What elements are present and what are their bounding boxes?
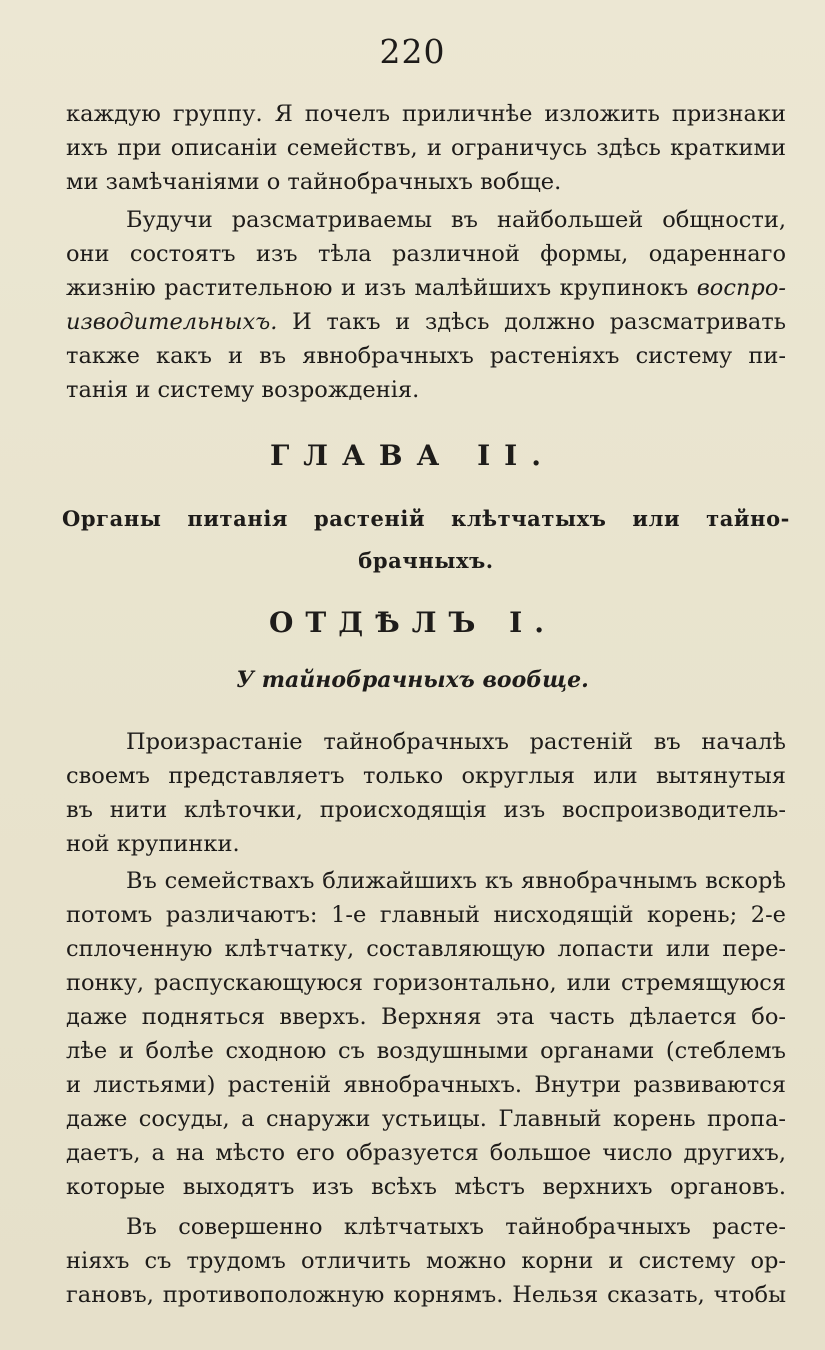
text-line: они состоятъ изъ тѣла различной формы, одареннаго (66, 241, 786, 267)
section-title: ОТДѢЛЪ I. (269, 606, 556, 639)
text-fragment: И такъ и здѣсь должно разсматривать (292, 309, 787, 335)
italic-text: изводительныхъ. (66, 309, 278, 335)
text-line: ной крупинки. (66, 831, 240, 857)
text-line: Произрастаніе тайнобрачныхъ растеній въ началѣ (126, 729, 786, 755)
text-line: своемъ представляетъ только округлыя или вытянутыя (66, 763, 786, 789)
text-line: лѣе и болѣе сходною съ воздушными органами (стеблемъ (66, 1038, 786, 1064)
chapter-subtitle: брачныхъ. (358, 548, 494, 573)
text-line: которые выходятъ изъ всѣхъ мѣстъ верхнихъ органовъ. (66, 1174, 786, 1200)
text-line: гановъ, противоположную корнямъ. Нельзя сказать, чтобы (66, 1282, 786, 1308)
chapter-title: ГЛАВА II. (269, 439, 556, 472)
text-line: и листьями) растеній явнобрачныхъ. Внутри развиваются (66, 1072, 786, 1098)
text-line: ніяхъ съ трудомъ отличить можно корни и систему ор- (66, 1248, 786, 1274)
text-line: Будучи разсматриваемы въ найбольшей общности, (126, 207, 786, 233)
text-line (66, 271, 786, 305)
text-line: танія и систему возрожденія. (66, 377, 420, 403)
text-line: сплоченную клѣтчатку, составляющую лопасти или пере- (66, 936, 786, 962)
page-number: 220 (379, 32, 446, 71)
text-line: понку, распускающуюся горизонтально, или стремящуюся (66, 970, 786, 996)
text-line: въ нити клѣточки, происходящія изъ воспроизводитель- (66, 797, 786, 823)
text-line: даже сосуды, а снаружи устьицы. Главный корень пропа- (66, 1106, 786, 1132)
text-line: потомъ различаютъ: 1-е главный нисходящій корень; 2-е (66, 902, 786, 928)
text-line: даетъ, а на мѣсто его образуется большое число другихъ, (66, 1140, 786, 1166)
text-line: каждую группу. Я почелъ приличнѣе изложить признаки (66, 101, 786, 127)
text-line: Въ семействахъ ближайшихъ къ явнобрачнымъ вскорѣ (126, 868, 786, 894)
text-line (66, 305, 786, 339)
text-line: также какъ и въ явнобрачныхъ растеніяхъ систему пи- (66, 343, 786, 369)
text-line: ми замѣчаніями о тайнобрачныхъ вобще. (66, 169, 562, 195)
text-line: Въ совершенно клѣтчатыхъ тайнобрачныхъ расте- (126, 1214, 786, 1240)
section-subtitle: У тайнобрачныхъ вообще. (236, 667, 589, 693)
text-fragment: жизнію растительною и изъ малѣйшихъ крупинокъ (66, 275, 689, 301)
chapter-subtitle: Органы питанія растеній клѣтчатыхъ или тайно- (62, 506, 790, 531)
text-line: ихъ при описаніи семействъ, и ограничусь здѣсь краткими (66, 135, 786, 161)
italic-text: воспро- (696, 275, 786, 301)
text-line: даже подняться вверхъ. Верхняя эта часть дѣлается бо- (66, 1004, 786, 1030)
